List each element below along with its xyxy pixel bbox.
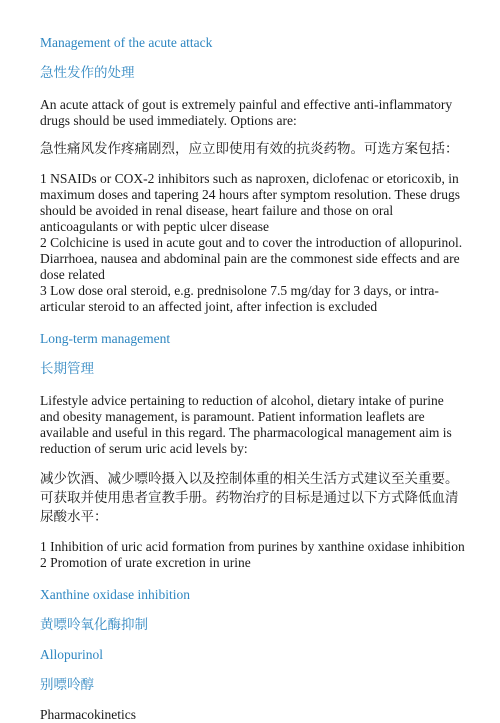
section-heading-allopurinol-en: Allopurinol: [40, 647, 103, 662]
section-heading-pharmacokinetics: Pharmacokinetics: [40, 707, 136, 722]
section-heading-longterm-zh: 长期管理: [40, 361, 94, 377]
section-heading-longterm-en: Long-term management: [40, 331, 171, 346]
acute-intro-en: An acute attack of gout is extremely painful and effective anti-inflammatory drugs should be used immediately. Options are:: [40, 97, 453, 128]
section-heading-xo-zh: 黄嘌呤氧化酶抑制: [40, 617, 148, 633]
section-heading-allopurinol-zh: 别嘌呤醇: [40, 677, 94, 693]
section-heading-xo-en: Xanthine oxidase inhibition: [40, 587, 190, 602]
acute-options-list: [40, 171, 465, 315]
list-item: 1 Inhibition of uric acid formation from purines by xanthine oxidase inhibition: [40, 539, 465, 554]
section-heading-acute-en: Management of the acute attack: [40, 35, 213, 50]
longterm-aims-list: [40, 539, 465, 571]
longterm-intro-zh: 减少饮酒、减少嘌呤摄入以及控制体重的相关生活方式建议至关重要。可获取并使用患者宣教手册。药物治疗的目标是通过以下方式降低血清尿酸水平：: [40, 471, 459, 525]
list-item: 2 Colchicine is used in acute gout and to cover the introduction of allopurinol. Diarrhoea, nausea and abdominal pain are the commonest side effects and are dose related: [40, 235, 463, 282]
document-page: [40, 34, 465, 723]
list-item: 3 Low dose oral steroid, e.g. prednisolone 7.5 mg/day for 3 days, or intra-articular steroid to an affected joint, after infection is excluded: [40, 283, 439, 314]
list-item: 1 NSAIDs or COX-2 inhibitors such as naproxen, diclofenac or etoricoxib, in maximum doses and tapering 24 hours after symptom resolution. These drugs should be avoided in renal disease, heart failure and those on oral anticoagulants or with peptic ulcer disease: [40, 171, 461, 234]
longterm-intro-en: Lifestyle advice pertaining to reduction of alcohol, dietary intake of purine and obesity management, is paramount. Patient information leaflets are available and useful in this regard. The pharmacological management aim is reduction of serum uric acid levels by:: [40, 393, 452, 456]
acute-intro-zh: 急性痛风发作疼痛剧烈，应立即使用有效的抗炎药物。可选方案包括：: [40, 141, 459, 157]
list-item: 2 Promotion of urate excretion in urine: [40, 555, 251, 570]
section-heading-acute-zh: 急性发作的处理: [40, 65, 135, 81]
